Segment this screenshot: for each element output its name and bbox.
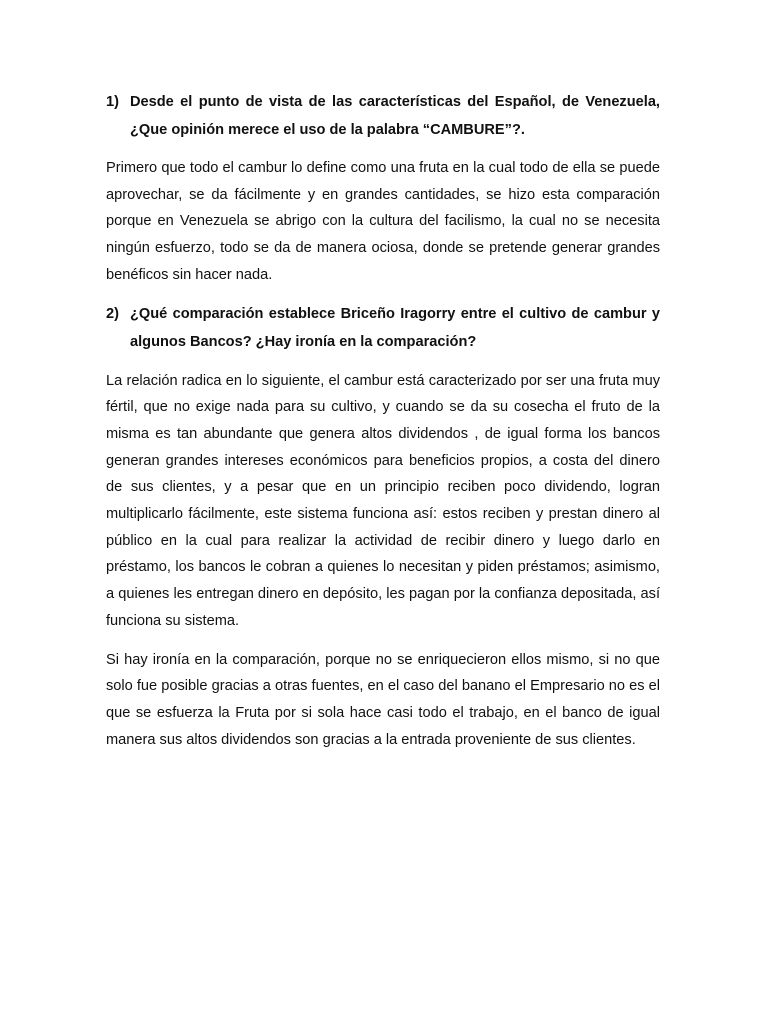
question-2-text: ¿Qué comparación establece Briceño Iragorry entre el cultivo de cambur y algunos Bancos? ¿Hay ironía en la comparación? <box>130 305 660 350</box>
question-2 <box>106 300 660 356</box>
answer-2-paragraph-1: La relación radica en lo siguiente, el cambur está caracterizado por ser una fruta muy fértil, que no exige nada para su cultivo, y cuando se da su cosecha el fruto de la misma es tan abundante que genera altos dividendos , de igual forma los bancos generan grandes intereses económicos para beneficios propios, a costa del dinero de sus clientes, y a pesar que en un principio reciben poco dividendo, logran multiplicarlo fácilmente, este sistema funciona así: estos reciben y prestan dinero al público en la cual para realizar la actividad de recibir dinero y luego darlo en préstamo, los bancos le cobran a quienes lo necesitan y piden préstamos; asimismo, a quienes les entregan dinero en depósito, les pagan por la confianza depositada, así funciona su sistema. <box>106 372 660 629</box>
answer-1-paragraph: Primero que todo el cambur lo define como una fruta en la cual todo de ella se puede aprovechar, se da fácilmente y en grandes cantidades, se hizo esta comparación porque en Venezuela se abrigo con la cultura del facilismo, la cual no se necesita ningún esfuerzo, todo se da de manera ociosa, donde se pretende generar grandes benéficos sin hacer nada. <box>106 160 660 283</box>
question-1 <box>106 88 660 144</box>
question-2-number: 2) <box>106 305 119 322</box>
question-1-number: 1) <box>106 94 119 110</box>
document-page <box>106 88 660 753</box>
question-1-text: Desde el punto de vista de las características del Español, de Venezuela, ¿Que opinión merece el uso de la palabra “CAMBURE”?. <box>130 94 660 138</box>
answer-2-paragraph-2: Si hay ironía en la comparación, porque no se enriquecieron ellos mismo, si no que solo fue posible gracias a otras fuentes, en el caso del banano el Empresario no es el que se esfuerza la Fruta por si sola hace casi todo el trabajo, en el banco de igual manera sus altos dividendos son gracias a la entrada proveniente de sus clientes. <box>106 651 660 748</box>
